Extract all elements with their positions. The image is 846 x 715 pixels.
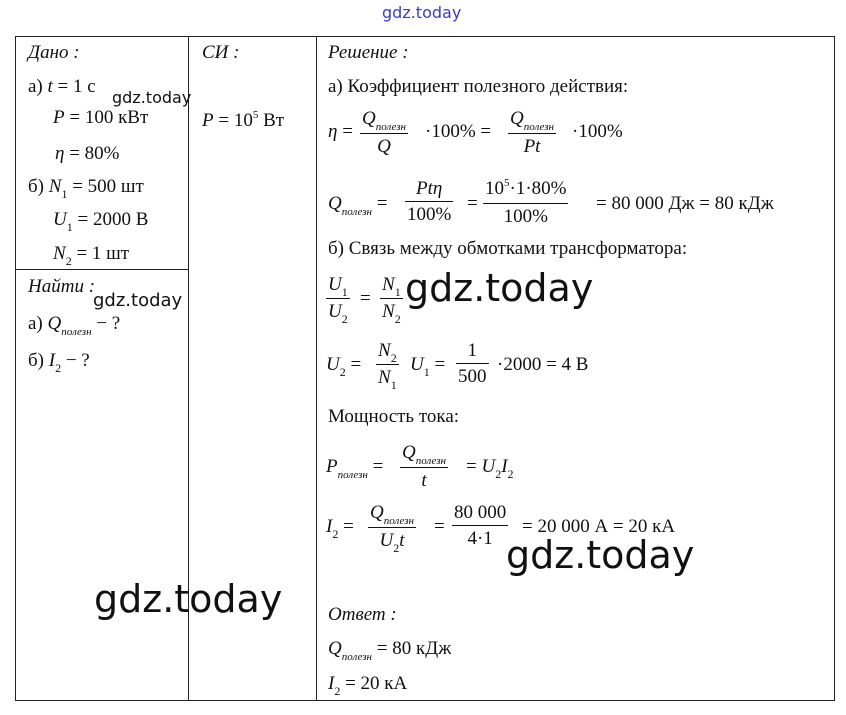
eq-sign-ratio: =	[360, 288, 371, 309]
u2-result: ·2000 = 4 В	[497, 354, 589, 375]
given-title: Дано :	[28, 42, 80, 63]
watermark-small-1: gdz.today	[112, 88, 192, 107]
i2-result: = 20 000 А = 20 кА	[522, 516, 676, 537]
u2-i2: = $U_2I_2$	[466, 456, 514, 481]
solution-title: Решение :	[328, 42, 409, 63]
fraction-80000-4: 80 000 4·1	[454, 502, 507, 549]
fraction-pteta-over-100: Ptη 100%	[407, 178, 452, 225]
p-polezn-lhs: $P_{полезн}$ =	[326, 456, 384, 481]
row-divider-find	[15, 269, 189, 270]
given-eta: η = 80%	[55, 143, 120, 164]
fraction-n2-n1: $N_2$ $N_1$	[378, 340, 397, 392]
fraction-numeric: $10^5\cdot 1\cdot 80\%$ 100%	[485, 177, 567, 227]
q-polezn-lhs: $Q_{полезн}$ =	[328, 193, 388, 218]
watermark-large-3: gdz.today	[94, 577, 283, 621]
given-N2: $N_2 = 1$ шт	[53, 243, 130, 268]
fraction-q-over-u2t: $Q_{полезн}$ $U_2t$	[370, 502, 415, 555]
power-heading: Мощность тока:	[328, 406, 460, 427]
i2-lhs: $I_2$ =	[326, 516, 354, 541]
given-b-N1: б) $N_1 = 500$ шт	[28, 176, 144, 201]
table-border-left	[15, 36, 16, 701]
given-P: P = 100 кВт	[53, 107, 149, 128]
si-title: СИ :	[202, 42, 240, 63]
watermark-large-2: gdz.today	[506, 533, 695, 577]
find-b-I2: б) $I_2$ − ?	[28, 350, 90, 375]
watermark-large-1: gdz.today	[405, 266, 594, 310]
answer-title: Ответ :	[328, 604, 397, 625]
times-100-1: ·100% =	[425, 121, 492, 142]
watermark-small-2: gdz.today	[93, 290, 183, 311]
table-border-bottom	[15, 700, 834, 701]
find-a-Q: а) $Q_{полезн}$ − ?	[28, 313, 121, 338]
eta-symbol: η =	[328, 121, 353, 142]
column-divider-si	[316, 36, 317, 701]
result-a: = 80 000 Дж = 80 кДж	[596, 193, 774, 214]
given-U1: $U_1 = 2000$ В	[53, 209, 149, 234]
header-watermark: gdz.today	[382, 3, 462, 22]
fraction-q-over-pt: $Q_{полезн}$ Pt	[510, 108, 555, 157]
times-100-2: ·100%	[572, 121, 623, 142]
fraction-q-over-t: $Q_{полезн}$ t	[402, 442, 447, 491]
fraction-q-over-q: $Q_{полезн}$ Q	[362, 108, 407, 157]
eq-sign-i2: =	[434, 516, 445, 537]
find-title: Найти :	[28, 276, 96, 297]
si-P: $P = 10^5$ Вт	[202, 109, 285, 131]
fraction-1-500: 1 500	[458, 340, 487, 387]
fraction-u1-u2: $U_1$ $U_2$	[328, 274, 348, 326]
table-border-top	[15, 36, 834, 37]
table-border-right	[834, 36, 835, 701]
part-a-heading: а) Коэффициент полезного действия:	[328, 76, 629, 97]
eq-sign-2: =	[467, 193, 478, 214]
answer-i: $I_2 = 20$ кА	[328, 673, 408, 698]
part-b-heading: б) Связь между обмотками трансформатора:	[328, 238, 688, 259]
u1-factor: $U_1$ =	[410, 354, 446, 379]
u2-lhs: $U_2$ =	[326, 354, 362, 379]
fraction-n1-n2: $N_1$ $N_2$	[382, 274, 401, 326]
answer-q: $Q_{полезн} = 80$ кДж	[328, 638, 452, 663]
given-a-t: а) t = 1 с	[28, 76, 96, 97]
